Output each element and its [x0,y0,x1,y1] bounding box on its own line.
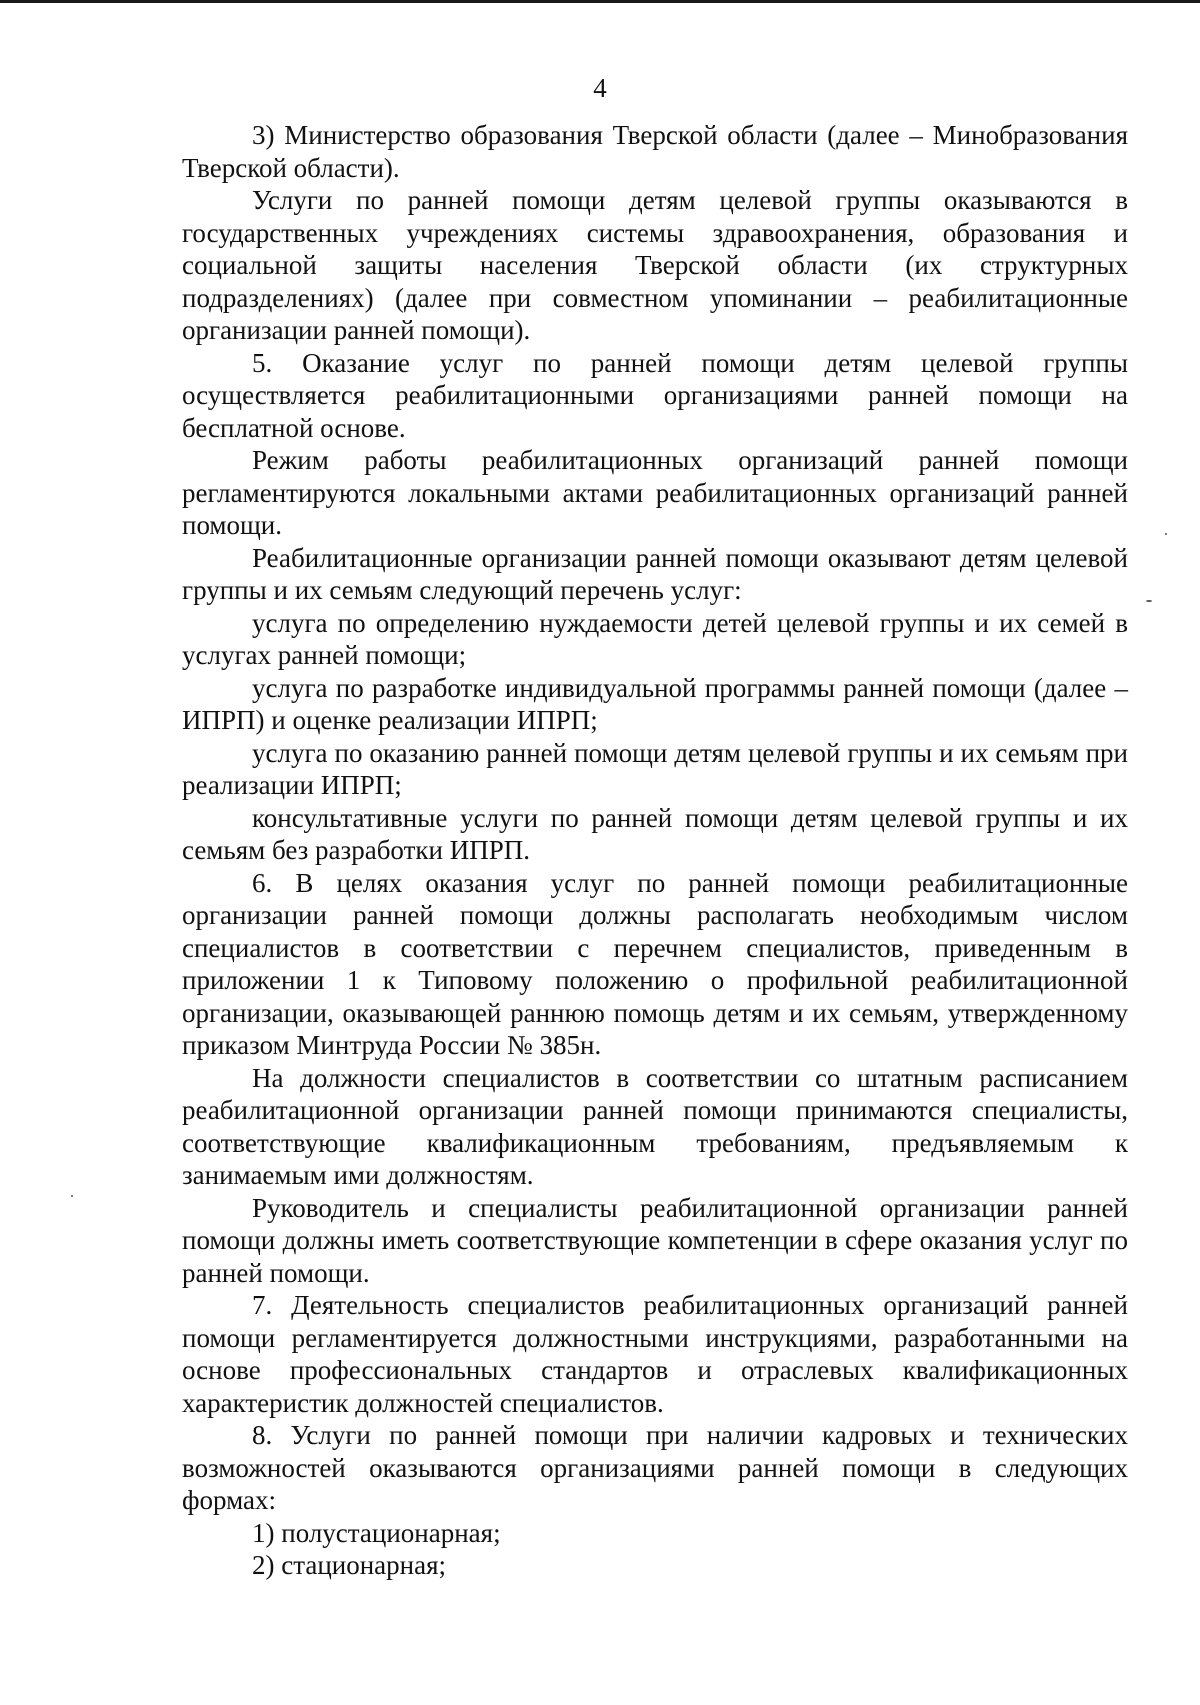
scan-speck [71,1195,73,1197]
scan-speck [1146,600,1152,602]
paragraph-consultative-services: консультативные услуги по ранней помощи детям целевой группы и их семьям без разработки ИПРП. [182,802,1128,865]
paragraph-section-8: 8. Услуги по ранней помощи при наличии кадровых и технических возможностей оказываются организациями ранней помощи в следующих формах: [182,1420,1128,1515]
paragraph-section-6: 6. В целях оказания услуг по ранней помощи реабилитационные организации ранней помощи должны располагать необходимым числом специалистов в соответствии с перечнем специалистов, приведенным в приложении 1 к Типовому положению о профильной реабилитационной организации, оказывающей раннюю помощь детям и их семьям, утвержденному приказом Минтруда России № 385н. [182,867,1128,1060]
paragraph-item-3-ministry-education: 3) Министерство образования Тверской области (далее – Минобразования Тверской области). [182,120,1128,183]
paragraph-service-iprp-development: услуга по разработке индивидуальной программы ранней помощи (далее – ИПРП) и оценке реализации ИПРП; [182,672,1128,735]
paragraph-services-list-intro: Реабилитационные организации ранней помощи оказывают детям целевой группы и их семьям следующий перечень услуг: [182,542,1128,605]
paragraph-service-iprp-implementation: услуга по оказанию ранней помощи детям целевой группы и их семьям при реализации ИПРП; [182,737,1128,800]
paragraph-work-regime: Режим работы реабилитационных организаций ранней помощи регламентируются локальными актами реабилитационных организаций ранней помощи. [182,445,1128,540]
list-item-semi-stationary: 1) полустационарная; [252,1517,501,1548]
paragraph-section-5: 5. Оказание услуг по ранней помощи детям целевой группы осуществляется реабилитационными организациями ранней помощи на бесплатной основе. [182,347,1128,443]
paragraph-staff-positions: На должности специалистов в соответствии со штатным расписанием реабилитационной организации ранней помощи принимаются специалисты, соответствующие квалификационным требованиям, предъявляемым к занимаемым ими должностям. [182,1062,1128,1190]
page-number: 4 [593,73,607,103]
scan-speck [1165,533,1167,535]
paragraph-services-provided-in: Услуги по ранней помощи детям целевой группы оказываются в государственных учреждениях системы здравоохранения, образования и социальной защиты населения Тверской области (их структурных подразделениях) (далее при совместном упоминании – реабилитационные организации ранней помощи). [182,185,1128,345]
paragraph-section-7: 7. Деятельность специалистов реабилитационных организаций ранней помощи регламентируется должностными инструкциями, разработанными на основе профессиональных стандартов и отраслевых квалификационных характеристик должностей специалистов. [182,1290,1128,1418]
paragraph-service-need-assessment: услуга по определению нуждаемости детей целевой группы и их семей в услугах ранней помощи; [182,607,1128,670]
document-body [182,119,1128,1582]
scan-top-border [0,0,1200,3]
paragraph-head-competencies: Руководитель и специалисты реабилитационной организации ранней помощи должны иметь соответствующие компетенции в сфере оказания услуг по ранней помощи. [182,1192,1128,1288]
list-item-stationary: 2) стационарная; [252,1550,447,1580]
